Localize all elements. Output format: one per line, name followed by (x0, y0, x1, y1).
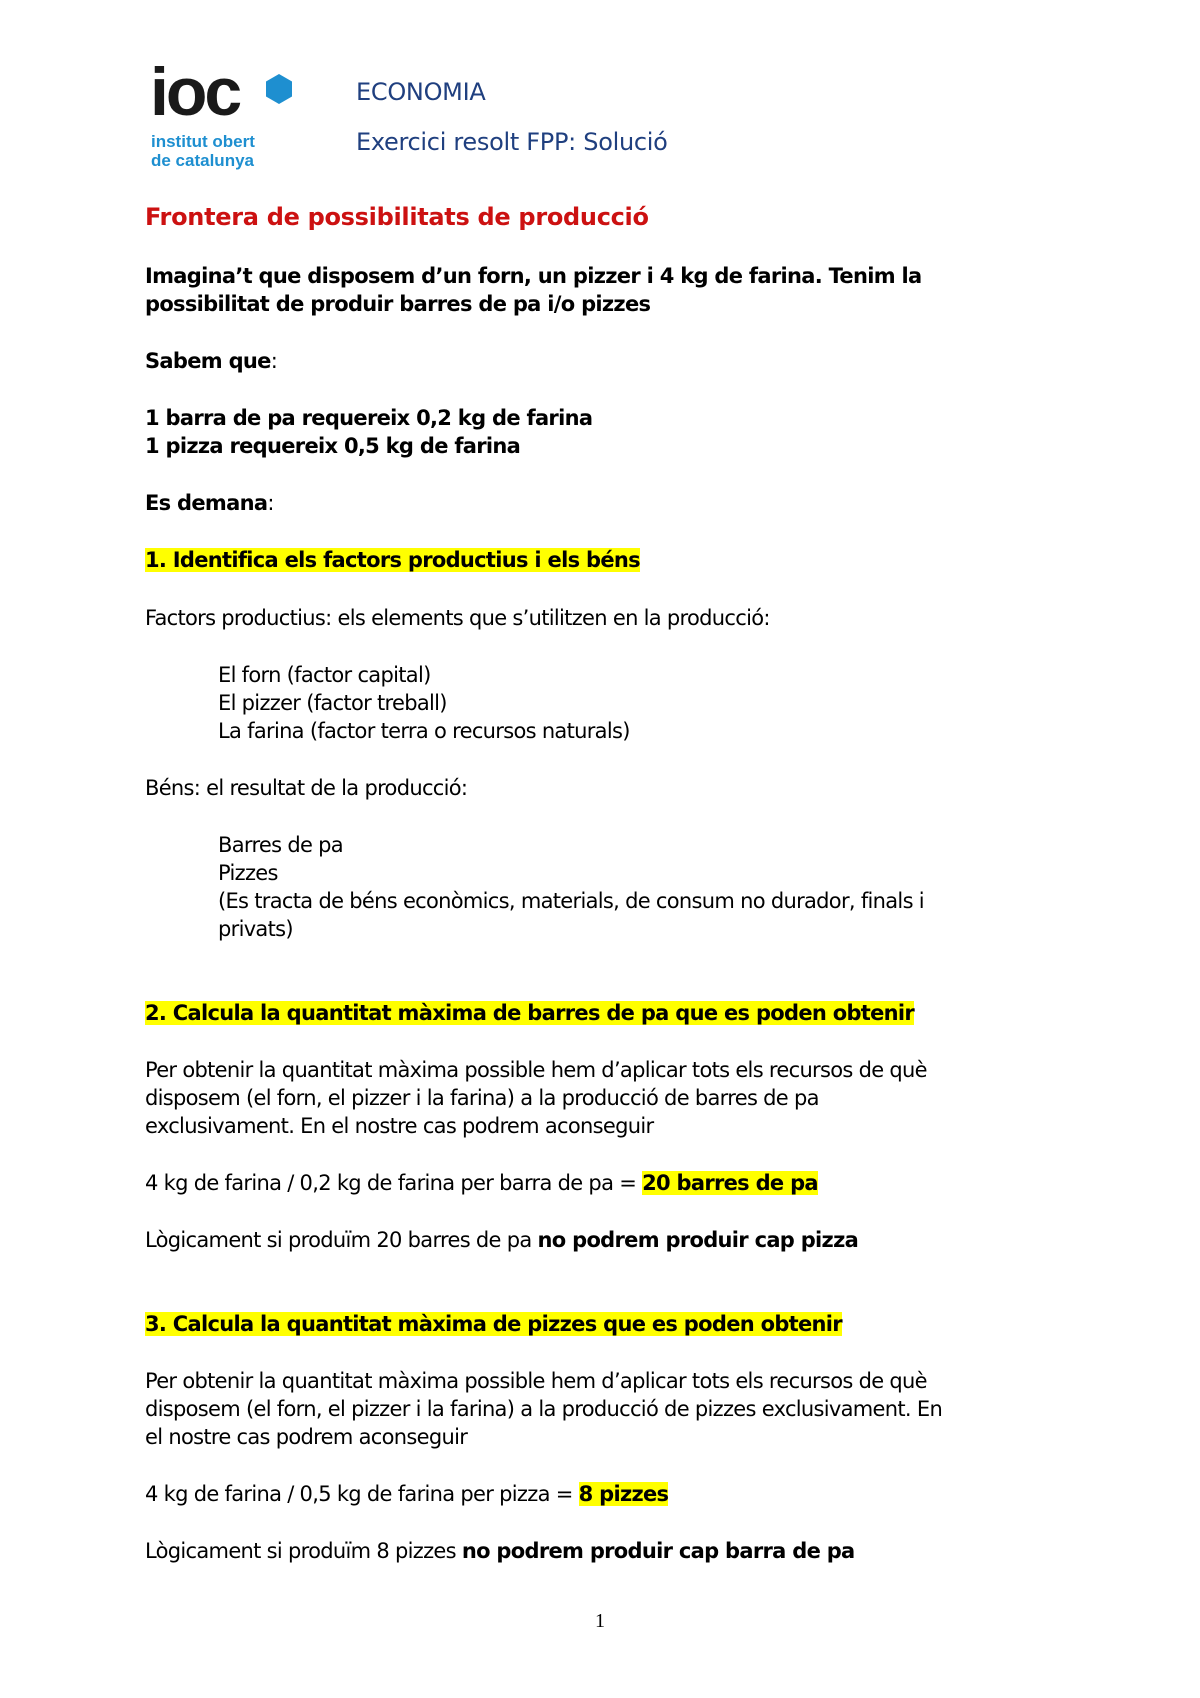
bens-item-pizzes: Pizzes (218, 861, 278, 885)
demana-colon: : (267, 491, 274, 515)
q3-body-line-2: disposem (el forn, el pizzer i la farina) a la producció de pizzes exclusivament. En (145, 1397, 943, 1421)
q3-body-line-3: el nostre cas podrem aconseguir (145, 1425, 468, 1449)
q2-body-line-2: disposem (el forn, el pizzer i la farina) a la producció de barres de pa (145, 1086, 819, 1110)
q3-calculation (145, 1480, 668, 1508)
factor-item-terra: La farina (factor terra o recursos naturals) (218, 719, 630, 743)
logo-subtitle (151, 132, 255, 170)
page-number: 1 (595, 1610, 605, 1632)
q3-heading-text: 3. Calcula la quantitat màxima de pizzes que es poden obtenir (145, 1312, 842, 1336)
q2-conclusion-text: Lògicament si produïm 20 barres de pa (145, 1228, 538, 1252)
es-demana (145, 489, 274, 517)
q2-body-line-1: Per obtenir la quantitat màxima possible hem d’aplicar tots els recursos de què (145, 1058, 927, 1082)
logo-line-1: institut obert (151, 132, 255, 151)
sabem-label: Sabem que (145, 349, 271, 373)
fact-2: 1 pizza requereix 0,5 kg de farina (145, 434, 521, 458)
q1-heading-text: 1. Identifica els factors productius i els béns (145, 548, 640, 572)
q2-conclusion (145, 1226, 858, 1254)
q2-result: 20 barres de pa (642, 1171, 818, 1195)
bens-item-barres: Barres de pa (218, 833, 343, 857)
q1-factors-intro: Factors productius: els elements que s’utilitzen en la producció: (145, 606, 770, 630)
ioc-logo (150, 54, 300, 170)
q2-calculation (145, 1169, 818, 1197)
sabem-que (145, 347, 277, 375)
q2-heading-text: 2. Calcula la quantitat màxima de barres de pa que es poden obtenir (145, 1001, 915, 1025)
sabem-colon: : (270, 349, 278, 373)
header-doc-title: Exercici resolt FPP: Solució (356, 128, 668, 156)
intro-line-1: Imagina’t que disposem d’un forn, un pizzer i 4 kg de farina. Tenim la (145, 264, 922, 288)
header-subject: ECONOMIA (356, 78, 486, 106)
q2-conclusion-bold: no podrem produir cap pizza (537, 1228, 859, 1252)
q3-conclusion-bold: no podrem produir cap barra de pa (461, 1539, 855, 1563)
q3-conclusion-text: Lògicament si produïm 8 pizzes (145, 1539, 462, 1563)
q3-calc-text: 4 kg de farina / 0,5 kg de farina per pizza = (145, 1482, 579, 1506)
logo-wordmark: ioc (150, 54, 240, 130)
q1-heading (145, 546, 640, 574)
demana-label: Es demana (145, 491, 268, 515)
factor-item-capital: El forn (factor capital) (218, 663, 431, 687)
bens-note-line-2: privats) (218, 917, 293, 941)
q2-body-line-3: exclusivament. En el nostre cas podrem aconseguir (145, 1114, 654, 1138)
q3-body-line-1: Per obtenir la quantitat màxima possible hem d’aplicar tots els recursos de què (145, 1369, 927, 1393)
factor-item-treball: El pizzer (factor treball) (218, 691, 447, 715)
q2-heading (145, 999, 914, 1027)
q3-conclusion (145, 1537, 855, 1565)
q2-calc-text: 4 kg de farina / 0,2 kg de farina per barra de pa = (145, 1171, 643, 1195)
hexagon-icon (266, 74, 292, 104)
fact-1: 1 barra de pa requereix 0,2 kg de farina (145, 406, 593, 430)
q1-bens-intro: Béns: el resultat de la producció: (145, 776, 468, 800)
page-title: Frontera de possibilitats de producció (145, 203, 649, 231)
q3-heading (145, 1310, 842, 1338)
intro-line-2: possibilitat de produir barres de pa i/o pizzes (145, 292, 651, 316)
q3-result: 8 pizzes (578, 1482, 669, 1506)
logo-line-2: de catalunya (151, 151, 254, 170)
bens-note-line-1: (Es tracta de béns econòmics, materials, de consum no durador, finals i (218, 889, 924, 913)
